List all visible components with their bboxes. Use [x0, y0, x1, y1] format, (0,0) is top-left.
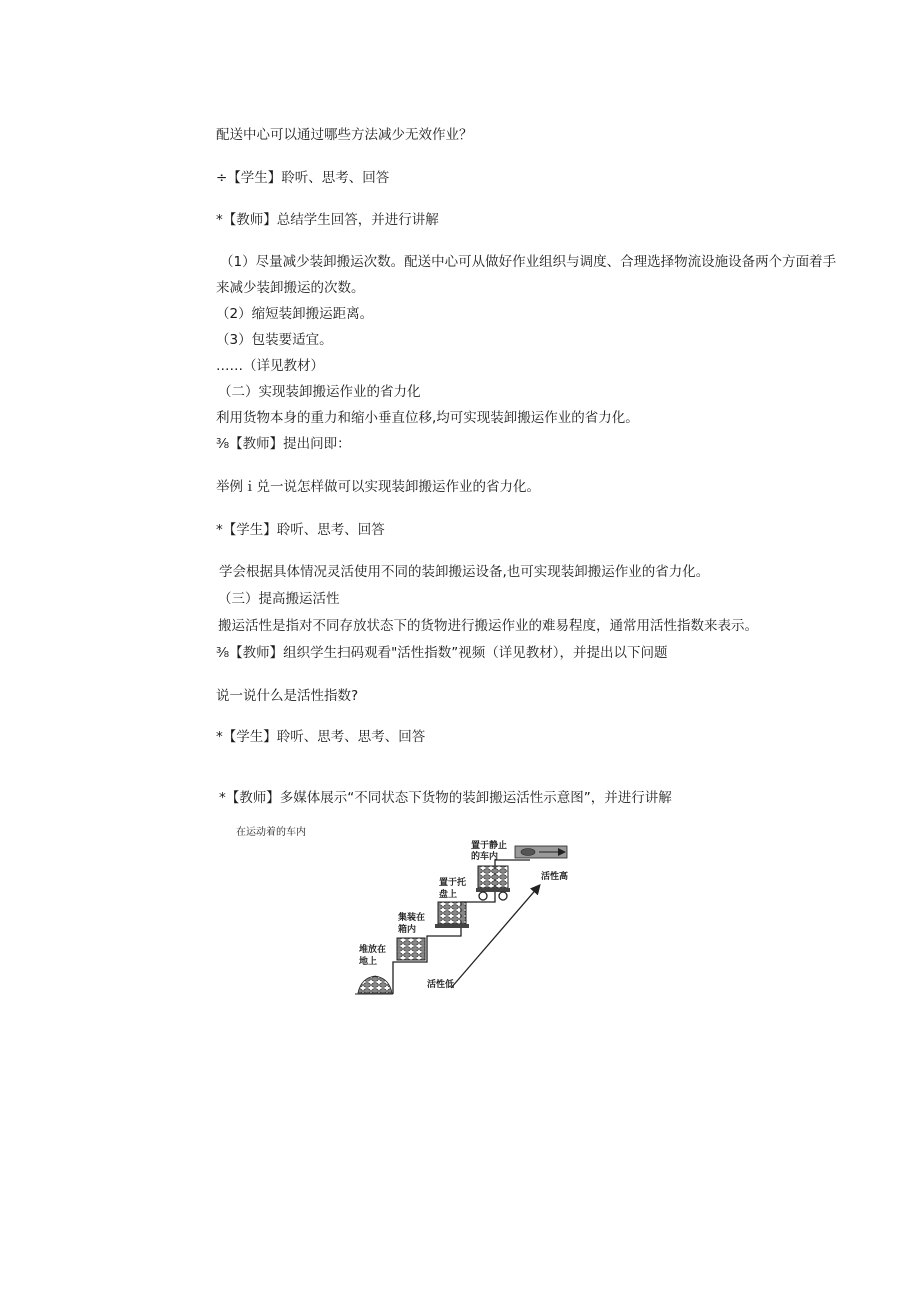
step3-label-a: 置于托	[439, 878, 467, 888]
point-1-line-a: （1）尽量减少装卸搬运次数。配送中心可从做好作业组织与调度、合理选择物流设施设备两个方面着手	[220, 254, 837, 270]
step1-label-b: 地上	[359, 957, 378, 967]
teacher-question-2: ⅜【教师】提出问即：	[216, 436, 351, 452]
vehicle-goods-icon	[521, 849, 535, 856]
point-2: （2）缩短装卸搬运距离。	[216, 306, 374, 322]
cart-wheel-icon	[499, 892, 507, 900]
staircase-figure	[355, 838, 590, 996]
pallet-icon	[435, 924, 469, 928]
activity-index-diagram	[355, 838, 590, 996]
question-line-1: 配送中心可以通过哪些方法减少无效作业？	[216, 127, 473, 143]
pallet-goods-icon	[438, 902, 466, 924]
container-icon	[397, 938, 425, 960]
step4-label-b: 的车内	[471, 852, 499, 862]
ground-heap-icon	[358, 976, 392, 993]
section-3-heading: （三）提高搬运活性	[218, 591, 340, 607]
section-3-text: 搬运活性是指对不同存放状态下的货物进行搬运作业的难易程度，通常用活性指数来表示。	[218, 618, 758, 634]
example-line: 举例ｉ兑一说怎样做可以实现装卸搬运作业的省力化。	[216, 479, 540, 495]
student-response-3: *【学生】聆听、思考、思考、回答	[216, 729, 426, 745]
teacher-instruction-3: ⅜【教师】组织学生扫码观看"活性指数”视频（详见教材），并提出以下问题	[216, 645, 668, 661]
question-line-2: 说一说什么是活性指数?	[216, 688, 359, 704]
step2-label-a: 集装在	[398, 913, 426, 923]
student-response-1: ÷【学生】聆听、思考、回答	[216, 170, 390, 186]
cart-bed-icon	[476, 888, 510, 892]
section-2-heading: （二）实现装卸搬运作业的省力化	[218, 384, 421, 400]
step1-label-a: 堆放在	[359, 945, 387, 955]
section-2-text: 利用货物本身的重力和缩小垂直位移,均可实现装卸搬运作业的省力化。	[216, 410, 639, 426]
see-textbook: ……（详见教材）	[216, 358, 324, 374]
student-response-2: *【学生】聆听、思考、回答	[216, 522, 385, 538]
step3-label-b: 盘上	[439, 890, 458, 900]
figure-caption: 在运动着的车内	[236, 827, 306, 838]
low-activity-label: 活性低	[427, 980, 455, 990]
cart-goods-icon	[478, 866, 508, 888]
step2-label-b: 箱内	[398, 925, 417, 935]
teacher-summary-1: *【教师】总结学生回答，并进行讲解	[216, 212, 439, 228]
cart-wheel-icon	[479, 892, 487, 900]
point-3: （3）包装要适宜。	[216, 332, 333, 348]
point-1-line-b: 来减少装卸搬运的次数。	[216, 280, 365, 296]
step4-label-a: 置于静止	[471, 841, 508, 851]
teacher-multimedia-4: *【教师】多媒体展示“不同状态下货物的装卸搬运活性示意图”，并进行讲解	[219, 790, 672, 806]
learning-point: 学会根据具体情况灵活使用不同的装卸搬运设备,也可实现装卸搬运作业的省力化。	[219, 564, 710, 580]
high-activity-label: 活性高	[541, 872, 569, 882]
